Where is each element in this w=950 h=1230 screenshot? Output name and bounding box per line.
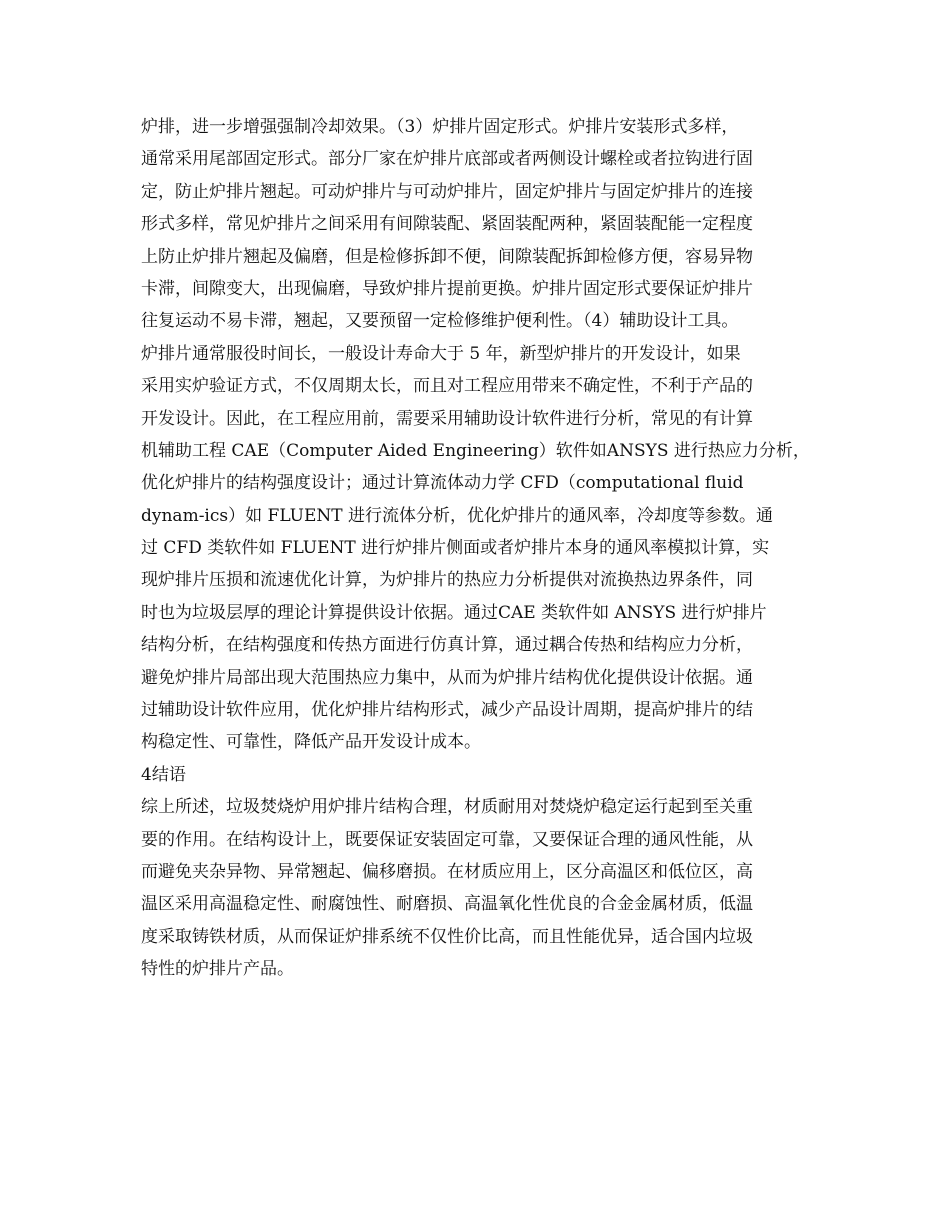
text-line: 综上所述，垃圾焚烧炉用炉排片结构合理，材质耐用对焚烧炉稳定运行起到至关重: [141, 797, 753, 818]
text-line: 时也为垃圾层厚的理论计算提供设计依据。通过CAE 类软件如 ANSYS 进行炉排片: [141, 602, 767, 623]
text-line: 构稳定性、可靠性，降低产品开发设计成本。: [141, 732, 481, 753]
text-line: 开发设计。因此，在工程应用前，需要采用辅助设计软件进行分析，常见的有计算: [141, 408, 753, 429]
text-line: 炉排，进一步增强强制冷却效果。（3）炉排片固定形式。炉排片安装形式多样，: [141, 117, 739, 137]
text-line: 过 CFD 类软件如 FLUENT 进行炉排片侧面或者炉排片本身的通风率模拟计算，实: [141, 538, 770, 559]
document-body: [141, 111, 821, 986]
text-line: 度采取铸铁材质，从而保证炉排系统不仅性价比高，而且性能优异，适合国内垃圾: [141, 926, 753, 947]
text-line: 机辅助工程 CAE（Computer Aided Engineering）软件如ANSYS 进行热应力分析，: [141, 440, 810, 461]
text-line: 定，防止炉排片翘起。可动炉排片与可动炉排片，固定炉排片与固定炉排片的连接: [141, 181, 753, 202]
text-line: 卡滞，间隙变大，出现偏磨，导致炉排片提前更换。炉排片固定形式要保证炉排片: [141, 278, 753, 299]
text-line: 特性的炉排片产品。: [141, 959, 294, 980]
text-line: 通常采用尾部固定形式。部分厂家在炉排片底部或者两侧设计螺栓或者拉钩进行固: [141, 149, 753, 170]
text-line: dynam-ics）如 FLUENT 进行流体分析，优化炉排片的通风率，冷却度等参数。通: [141, 505, 774, 526]
text-line: 过辅助设计软件应用，优化炉排片结构形式，减少产品设计周期，提高炉排片的结: [141, 700, 753, 721]
text-line: 往复运动不易卡滞，翘起，又要预留一定检修维护便利性。（4）辅助设计工具。: [141, 311, 739, 332]
text-line: 结构分析，在结构强度和传热方面进行仿真计算，通过耦合传热和结构应力分析，: [141, 635, 753, 656]
text-line: 避免炉排片局部出现大范围热应力集中，从而为炉排片结构优化提供设计依据。通: [141, 667, 753, 688]
text-line: 要的作用。在结构设计上，既要保证安装固定可靠，又要保证合理的通风性能，从: [141, 829, 753, 850]
text-line: 而避免夹杂异物、异常翘起、偏移磨损。在材质应用上，区分高温区和低位区，高: [141, 861, 753, 882]
text-line: 温区采用高温稳定性、耐腐蚀性、耐磨损、高温氧化性优良的合金金属材质，低温: [141, 894, 753, 915]
text-line: 上防止炉排片翘起及偏磨，但是检修拆卸不便，间隙装配拆卸检修方便，容易异物: [141, 246, 753, 267]
section-heading: 4结语: [141, 764, 186, 785]
text-line: 形式多样，常见炉排片之间采用有间隙装配、紧固装配两种，紧固装配能一定程度: [141, 214, 753, 235]
text-line: 优化炉排片的结构强度设计；通过计算流体动力学 CFD（computational fluid: [141, 473, 744, 494]
text-line: 现炉排片压损和流速优化计算，为炉排片的热应力分析提供对流换热边界条件，同: [141, 570, 753, 591]
text-line: 采用实炉验证方式，不仅周期太长，而且对工程应用带来不确定性，不利于产品的: [141, 376, 753, 397]
text-line: 炉排片通常服役时间长，一般设计寿命大于 5 年，新型炉排片的开发设计，如果: [141, 343, 741, 364]
